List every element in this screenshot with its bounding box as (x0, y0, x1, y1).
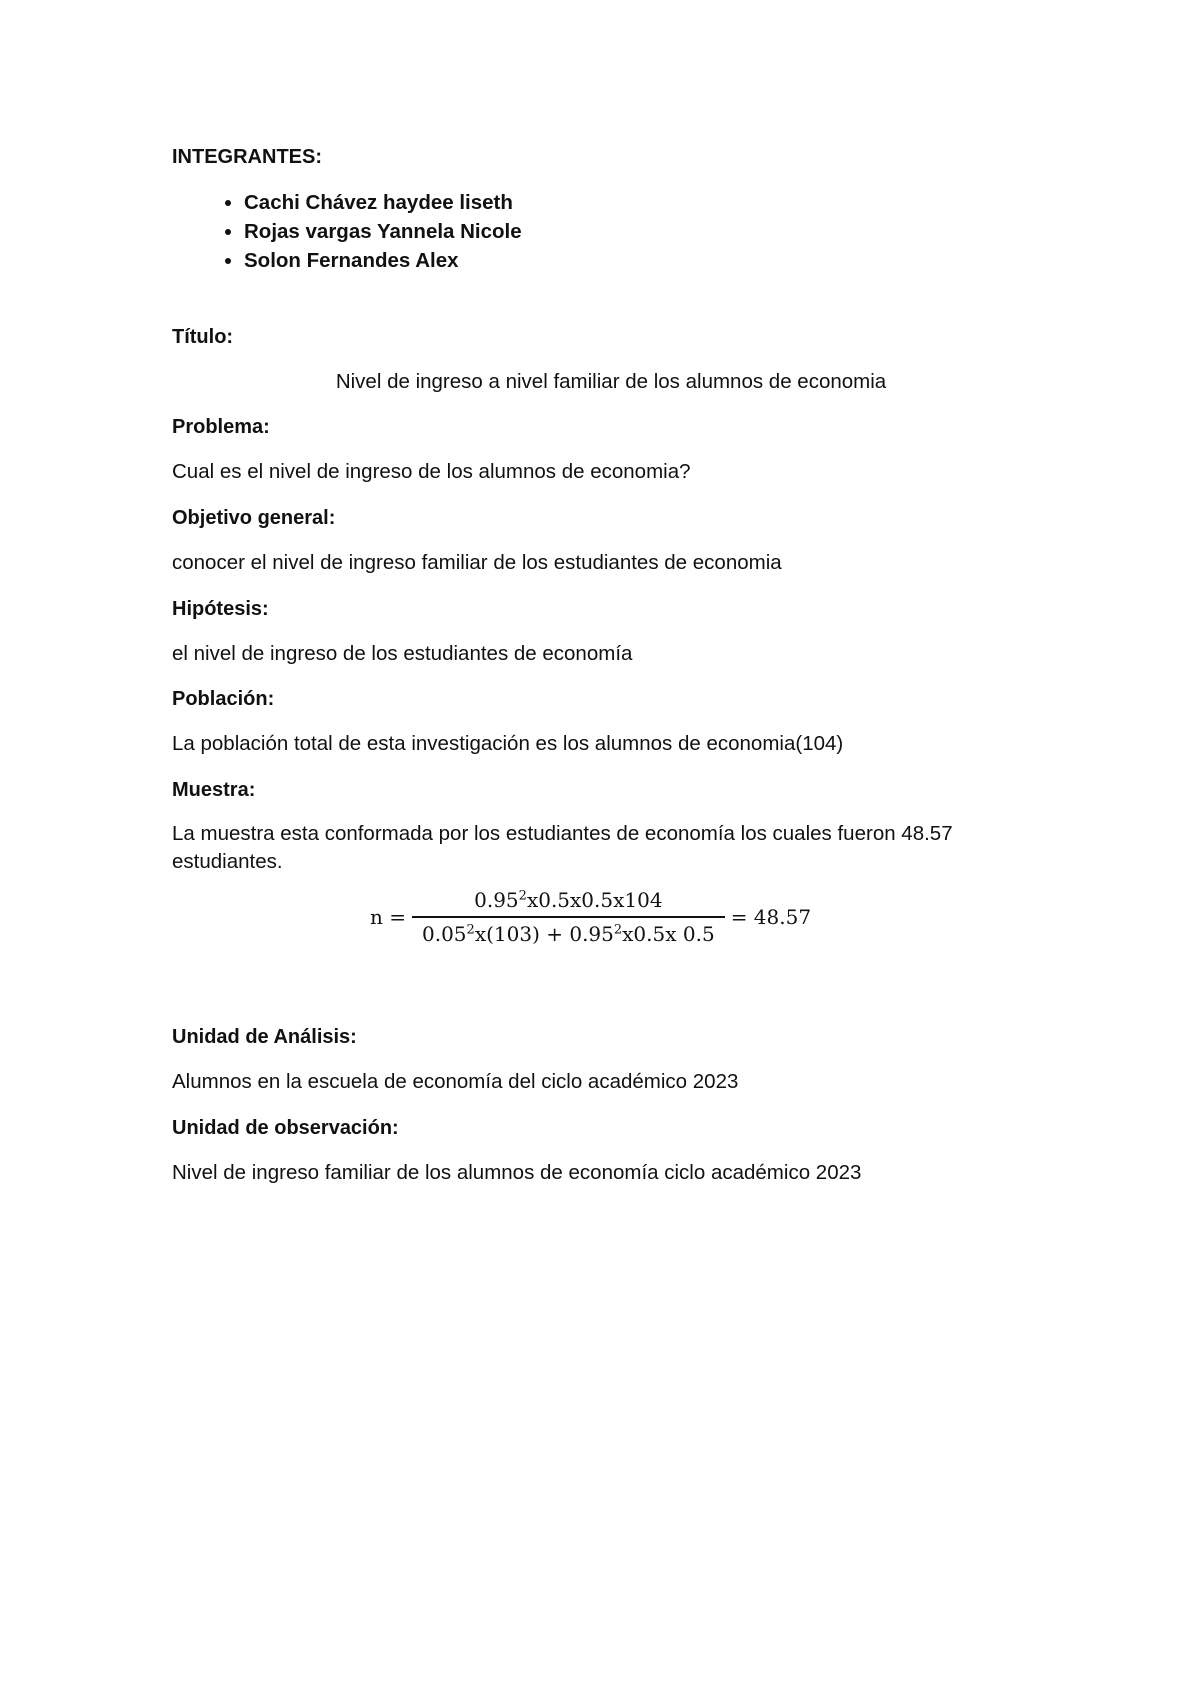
objetivo-label: Objetivo general: (172, 507, 336, 529)
members-list (172, 188, 522, 275)
unidad-analisis-label: Unidad de Análisis: (172, 1026, 357, 1048)
formula-fraction (412, 888, 725, 946)
unidad-observacion-text: Nivel de ingreso familiar de los alumnos de economía ciclo académico 2023 (172, 1161, 862, 1184)
muestra-text: La muestra esta conformada por los estudiantes de economía los cuales fueron 48.57 estudiantes. (172, 822, 953, 873)
poblacion-text: La población total de esta investigación es los alumnos de economia(104) (172, 732, 844, 755)
muestra-label: Muestra: (172, 779, 256, 801)
member-item: • Cachi Chávez haydee liseth (244, 188, 522, 217)
unidad-observacion-label: Unidad de observación: (172, 1117, 399, 1139)
formula-numerator: 0.95$^2$x0.5x0.5x104 (474, 888, 663, 912)
sample-size-formula (370, 888, 811, 946)
integrantes-label: INTEGRANTES: (172, 146, 322, 168)
member-item: • Solon Fernandes Alex (244, 246, 522, 275)
member-item: • Rojas vargas Yannela Nicole (244, 217, 522, 246)
hipotesis-text: el nivel de ingreso de los estudiantes de economía (172, 642, 633, 665)
formula-lhs: n = (370, 905, 406, 929)
hipotesis-label: Hipótesis: (172, 598, 269, 620)
formula-rhs: = 48.57 (730, 905, 812, 929)
problema-label: Problema: (172, 416, 270, 438)
poblacion-label: Población: (172, 688, 275, 710)
titulo-text: Nivel de ingreso a nivel familiar de los alumnos de economia (335, 370, 887, 393)
unidad-analisis-text: Alumnos en la escuela de economía del ciclo académico 2023 (172, 1070, 739, 1093)
objetivo-text: conocer el nivel de ingreso familiar de los estudiantes de economia (172, 551, 782, 574)
formula-denominator: $0.05^2x(103) + 0.95^2x0.5x$ 0.5 (422, 922, 715, 946)
titulo-label: Título: (172, 326, 234, 348)
problema-text: Cual es el nivel de ingreso de los alumnos de economia? (172, 460, 691, 483)
